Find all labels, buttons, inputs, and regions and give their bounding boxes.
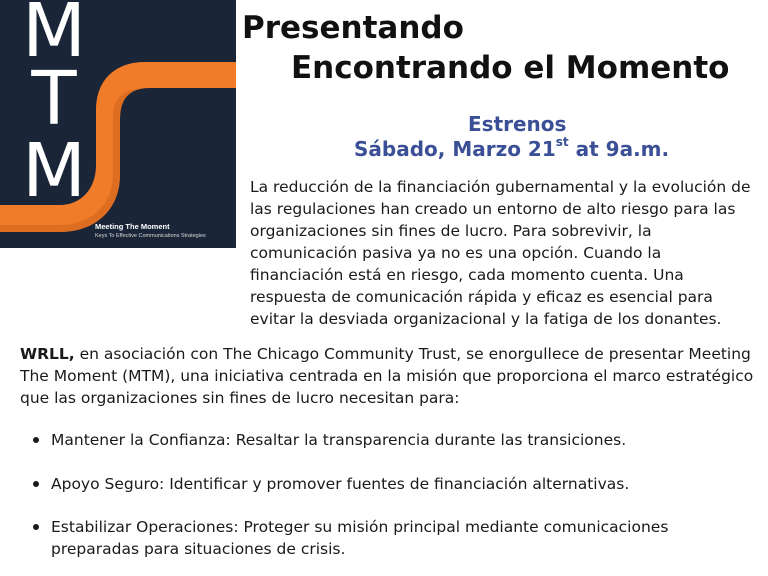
logo-letter-m-bottom: M bbox=[22, 128, 86, 214]
title-presenting: Presentando bbox=[242, 10, 464, 46]
premiere-label: Estrenos bbox=[468, 112, 567, 136]
intro-paragraph: La reducción de la financiación gubernamental y la evolución de las regulaciones han creado un entorno de alto riesgo para las organizaciones sin fines de lucro. Para sobrevivir, la comunicación pasiva ya no es una opción. Cuando la financiación está en riesgo, cada momento cuenta. Una respuesta de comunicación rápida y eficaz es esencial para evitar la desviada organizacional y la fatiga de los donantes. bbox=[250, 178, 751, 328]
mission-paragraph bbox=[20, 343, 755, 409]
premiere-time: at 9a.m. bbox=[568, 137, 670, 161]
logo-letter-m-top: M bbox=[22, 0, 86, 74]
mtm-logo-card bbox=[0, 0, 236, 248]
list-item bbox=[30, 516, 730, 560]
list-item bbox=[30, 473, 730, 495]
premiere-date-ordinal: st bbox=[555, 135, 569, 149]
org-name: WRLL, bbox=[20, 345, 75, 363]
list-item-text: Estabilizar Operaciones: Proteger su misión principal mediante comunicaciones preparadas para situaciones de crisis. bbox=[51, 518, 669, 558]
list-item-text: Apoyo Seguro: Identificar y promover fuentes de financiación alternativas. bbox=[51, 475, 630, 493]
list-item bbox=[30, 429, 730, 451]
mission-text: en asociación con The Chicago Community Trust, se enorgullece de presentar Meeting The Moment (MTM), una iniciativa centrada en la misión que proporciona el marco estratégico que las organizaciones sin fines de lucro necesitan para: bbox=[20, 345, 754, 407]
logo-caption: Meeting The Moment bbox=[95, 222, 170, 231]
goals-list bbox=[30, 429, 730, 560]
logo-letter-t: T bbox=[31, 56, 77, 142]
title-program-name: Encontrando el Momento bbox=[291, 50, 730, 86]
bullet-icon bbox=[33, 524, 39, 530]
list-item-text: Mantener la Confianza: Resaltar la transparencia durante las transiciones. bbox=[51, 431, 627, 449]
bullet-icon bbox=[33, 437, 39, 443]
logo-subcaption: Keys To Effective Communications Strategies bbox=[95, 233, 206, 239]
bullet-icon bbox=[33, 481, 39, 487]
premiere-date-day: Sábado, Marzo 21 bbox=[354, 137, 556, 161]
premiere-date bbox=[354, 137, 669, 161]
